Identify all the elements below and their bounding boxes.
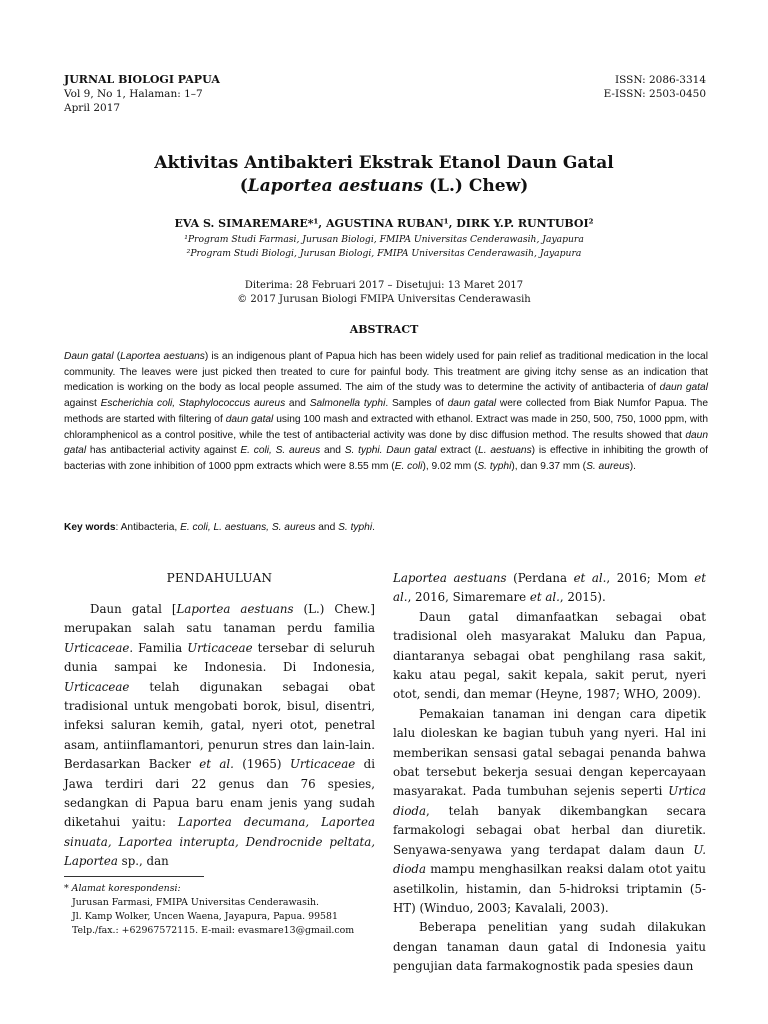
right-column (393, 569, 706, 977)
abstract-heading: ABSTRACT (349, 323, 419, 336)
journal-volume: Vol 9, No 1, Halaman: 1–7 (64, 88, 203, 100)
title-line-2: (Laportea aestuans (L.) Chew) (239, 176, 529, 196)
left-column (64, 600, 375, 872)
received-accepted: Diterima: 28 Februari 2017 – Disetujui: 13 Maret 2017 (244, 280, 524, 291)
affiliation-1: ¹Program Studi Farmasi, Jurusan Biologi, FMIPA Universitas Cenderawasih, Jayapura (184, 234, 584, 245)
paragraph: Daun gatal [Laportea aestuans (L.) Chew.] merupakan salah satu tanaman perdu familia Urticaceae. Familia Urticaceae tersebar di seluruh dunia sampai ke Indonesia. Di Indonesia, Urticaceae telah digunakan sebagai obat tradisional untuk mengobati borok, bisul, disentri, infeksi saluran kemih, gatal, nyeri otot, penetral asam, antiinflamantori, penurun stres dan lain-lain. Berdasarkan Backer et al. (1965) Urticaceae di Jawa terdiri dari 22 genus dan 76 spesies, sedangkan di Papua baru enam jenis yang sudah diketahui yaitu: Laportea decumana, Laportea sinuata, Laportea interupta, Dendrocnide peltata, Laportea sp., dan (64, 602, 375, 869)
section-heading: PENDAHULUAN (166, 571, 273, 585)
paragraph: Daun gatal dimanfaatkan sebagai obat tradisional oleh masyarakat Maluku dan Papua, diantaranya sebagai obat penghilang rasa sakit, kaku atau pegal, sakit kepala, sakit perut, nyeri otot, sendi, dan memar (Heyne, 1987; WHO, 2009). (393, 609, 706, 702)
footnote-line: Telp./fax.: +62967572115. E-mail: evasmare13@gmail.com (72, 925, 355, 936)
abstract-text: Daun gatal (Laportea aestuans) is an indigenous plant of Papua hich has been widely used for pain relief as traditional medication in the local community. The leaves were just picked then treated to cure for painful body. This treatment are giving itchy sense as an indication that medication is working on the body as local people assumed. The aim of the study was to determine the activity of antibacteria of daun gatal against Escherichia coli, Staphylococcus aureus and Salmonella typhi. Samples of daun gatal were collected from Biak Numfor Papua. The methods are started with filtering of daun gatal using 100 mash and extracted with ethanol. Extract was made in 250, 500, 750, 1000 ppm, with chloramphenicol as a control positive, while the test of antibacterial activity was done by disc diffusion method. The results showed that daun gatal has antibacterial activity against E. coli, S. aureus and S. typhi. Daun gatal extract (L. aestuans) is effective in inhibiting the growth of bacterias with zone inhibition of 1000 ppm extracts which were 8.55 mm (E. coli), 9.02 mm (S. typhi), dan 9.37 mm (S. aureus). (64, 351, 708, 472)
journal-header-left (64, 73, 220, 115)
paragraph: Laportea aestuans (Perdana et al., 2016; Mom et al., 2016, Simaremare et al., 2015). (393, 571, 706, 605)
title-line-1: Aktivitas Antibakteri Ekstrak Etanol Daun Gatal (154, 153, 614, 173)
eissn: E-ISSN: 2503-0450 (603, 88, 706, 100)
paragraph: Beberapa penelitian yang sudah dilakukan dengan tanaman daun gatal di Indonesia yaitu pengujian data farmakognostik pada spesies daun (393, 920, 706, 974)
keywords-label: Key words (64, 522, 116, 533)
journal-header-right (604, 73, 706, 101)
paper-title (40, 152, 728, 198)
title-species: Laportea aestuans (247, 176, 424, 196)
keywords: Key words: Antibacteria, E. coli, L. aestuans, S. aureus and S. typhi. (64, 522, 375, 533)
journal-name: JURNAL BIOLOGI PAPUA (64, 73, 220, 86)
article-dates (40, 279, 728, 307)
footnote-rule (64, 876, 204, 877)
correspondence-footnote (64, 882, 375, 938)
footnote-line: Jurusan Farmasi, FMIPA Universitas Cenderawasih. (72, 897, 319, 908)
footnote-label: * Alamat korespondensi: (64, 883, 181, 894)
paragraph: Pemakaian tanaman ini dengan cara dipetik lalu dioleskan ke bagian tubuh yang nyeri. Hal ini memberikan sensasi gatal sebagai penanda bahwa obat tersebut bekerja sesuai dengan kepercayaan masyarakat. Pada tumbuhan sejenis seperti Urtica dioda, telah banyak dikembangkan secara farmakologi sebagai obat herbal dan diuretik. Senyawa-senyawa yang terdapat dalam daun U. dioda mampu menghasilkan reaksi dalam otot yaitu asetilkolin, histamin, dan 5-hidroksi triptamin (5-HT) (Winduo, 2003; Kavalali, 2003). (393, 706, 706, 915)
authors: EVA S. SIMAREMARE*¹, AGUSTINA RUBAN¹, DIRK Y.P. RUNTUBOI² (174, 217, 594, 230)
footnote-line: Jl. Kamp Wolker, Uncen Waena, Jayapura, Papua. 99581 (72, 911, 338, 922)
copyright: © 2017 Jurusan Biologi FMIPA Universitas Cenderawasih (237, 294, 531, 305)
affiliation-2: ²Program Studi Biologi, Jurusan Biologi, FMIPA Universitas Cenderawasih, Jayapura (186, 248, 582, 259)
journal-date: April 2017 (64, 102, 121, 114)
issn: ISSN: 2086-3314 (614, 74, 706, 86)
